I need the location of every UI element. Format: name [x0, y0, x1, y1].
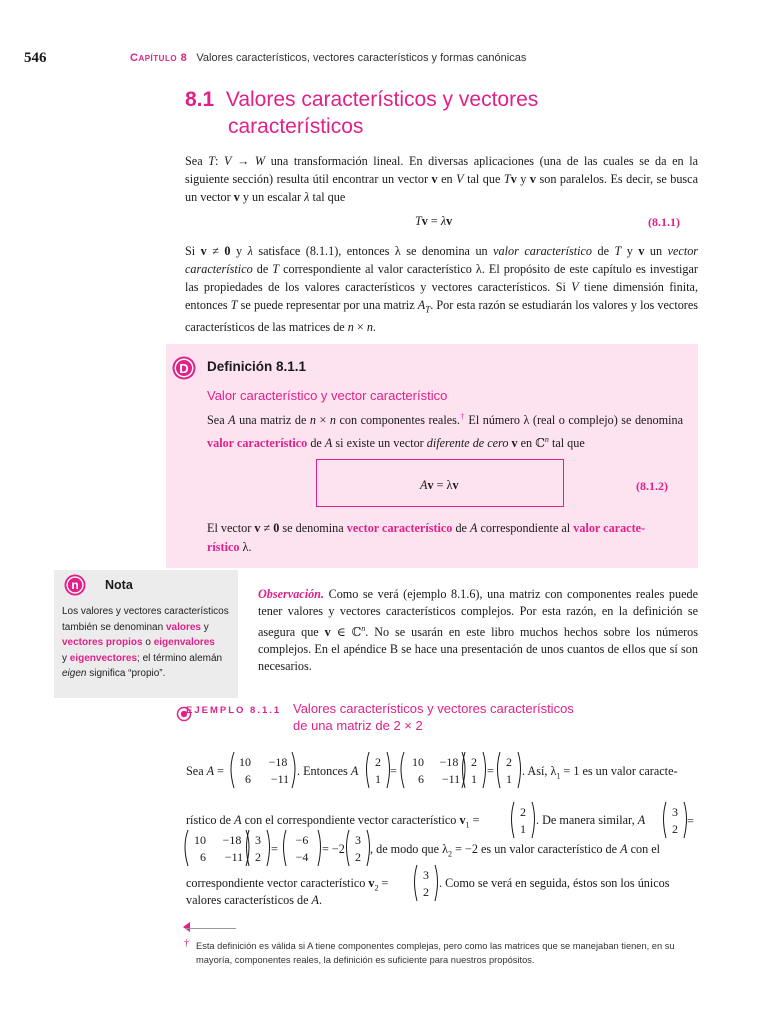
- example-line-1a: Sea A =: [186, 764, 225, 778]
- svg-text:−11: −11: [270, 772, 290, 786]
- note-term-valores: valores: [165, 621, 201, 633]
- triangle-marker-icon: [183, 922, 191, 932]
- svg-text:2: 2: [520, 805, 526, 819]
- footnote-mark: †: [184, 938, 189, 949]
- svg-text:1: 1: [471, 772, 477, 786]
- intro-text-2e: se puede representar por una matriz: [240, 298, 415, 312]
- example-line-3: , de modo que $\lambda_2 = -2$ es un valor característico de A con el: [370, 842, 661, 859]
- intro-text-2b: satisface (8.1.1), entonces λ se denomina un: [258, 244, 488, 258]
- svg-text:3: 3: [255, 833, 261, 847]
- svg-text:−18: −18: [439, 755, 459, 769]
- equation-number-8-1-2: (8.1.2): [636, 479, 668, 493]
- equation-8-1-2: Av = λv: [420, 478, 459, 492]
- svg-text:10: 10: [194, 833, 206, 847]
- intro-text-1: una transformación lineal. En diversas aplicaciones (una de las cuales se da en la siguiente sección) resulta útil encontrar un vector: [185, 154, 699, 186]
- example-line-4b: . Como se verá en seguida, éstos son los únicos: [439, 876, 670, 890]
- observation-paragraph: Observación. Como se verá (ejemplo 8.1.6), una matriz con componentes reales puede tener valores y vectores característicos complejos. Por esta razón, en la definición se asegura que v ∈ ℂ$^n$. No se usarán en este libro muchos hechos sobre los números complejos. En el apéndice B se hace una presentación de unos cuantos de ellos que sí son necesarios.: [258, 587, 698, 674]
- page-number: 546: [24, 50, 47, 66]
- intro-paragraph-1: Sea T: V → W una transformación lineal. En diversas aplicaciones (una de las cuales se da en la siguiente sección) resulta útil encontrar un vector v en V tal que Tv y v son paralelos. Es decir, se busca un vector v y un escalar λ tal que: [185, 154, 699, 204]
- definition-subtitle: Valor característico y vector característico: [207, 388, 448, 403]
- svg-text:2: 2: [255, 850, 261, 864]
- svg-text:1: 1: [520, 822, 526, 836]
- svg-text:2: 2: [471, 755, 477, 769]
- svg-text:3: 3: [423, 868, 429, 882]
- example-line-2b: . De manera similar, A: [536, 813, 646, 827]
- svg-text:−6: −6: [295, 833, 309, 847]
- note-term-eigenvalores: eigenvalores: [153, 637, 215, 648]
- note-title: Nota: [105, 578, 133, 592]
- footnote-text: Esta definición es válida si A tiene componentes complejas, pero como las matrices que se manejaban tienen, en su mayoría, componentes reales, la definición es suficiente para nuestros propósitos.: [196, 941, 675, 965]
- example-label: EJEMPLO 8.1.1: [186, 705, 282, 716]
- svg-text:3: 3: [672, 805, 678, 819]
- def-term-valor-2b: rístico: [207, 540, 240, 554]
- example-title: Valores característicos y vectores característicos de una matriz de 2 × 2: [293, 701, 574, 733]
- svg-text:=: =: [390, 764, 397, 778]
- svg-text:=: =: [271, 842, 278, 856]
- intro-text-2f: . Por esta razón se estudiarán los valores y los vectores característicos de las matrices de: [185, 298, 699, 335]
- intro-text-2d: tiene dimensión finita, entonces: [185, 280, 698, 312]
- svg-text:= −2: = −2: [322, 842, 345, 856]
- svg-text:−4: −4: [295, 850, 309, 864]
- chapter-title: Valores característicos, vectores característicos y formas canónicas: [196, 52, 527, 64]
- svg-text:−11: −11: [224, 850, 244, 864]
- note-body: Los valores y vectores característicos también se denominan valores y vectores propios o eigenvalores y eigenvectores; el término alemán eigen significa “propio”.: [62, 606, 229, 679]
- term-vector-caracteristico: vector característico: [185, 244, 699, 276]
- definition-body-2: El vector v ≠ 0 se denomina vector característico de A correspondiente al valor caracte- rístico λ.: [207, 521, 646, 554]
- svg-text:1: 1: [506, 772, 512, 786]
- example-line-5: valores característicos de A.: [186, 893, 323, 907]
- def-term-valor-2: valor caracte-: [573, 521, 646, 535]
- note-term-eigenvectores: eigenvectores: [69, 652, 138, 664]
- example-line-4a: correspondiente vector característico $v_2$ =: [186, 876, 389, 893]
- example-line-1b: . Entonces A: [297, 764, 359, 778]
- svg-text:−11: −11: [441, 772, 461, 786]
- svg-text:2: 2: [672, 822, 678, 836]
- svg-text:1: 1: [375, 772, 381, 786]
- svg-text:D: D: [179, 361, 189, 376]
- section-title-line1: Valores característicos y vectores: [225, 88, 539, 111]
- svg-text:=: =: [487, 764, 494, 778]
- equation-number-8-1-1: (8.1.1): [648, 215, 680, 229]
- svg-text:=: =: [687, 814, 694, 828]
- svg-text:10: 10: [412, 755, 424, 769]
- section-title-line2: característicos: [228, 115, 364, 138]
- section-number: 8.1: [185, 88, 215, 111]
- def-term-valor: valor característico: [207, 436, 308, 451]
- footnote-rule: [186, 928, 236, 929]
- equation-8-1-1: Tv = λv: [415, 214, 453, 228]
- observation-label: Observación.: [258, 587, 325, 601]
- svg-text:6: 6: [418, 772, 424, 786]
- note-term-vectores-propios: vectores propios: [62, 637, 143, 648]
- svg-text:2: 2: [375, 755, 381, 769]
- definition-title: Definición 8.1.1: [207, 359, 307, 374]
- svg-text:2: 2: [506, 755, 512, 769]
- svg-text:10: 10: [239, 755, 251, 769]
- chapter-label: Capítulo 8: [130, 52, 188, 64]
- svg-text:−18: −18: [222, 833, 242, 847]
- example-line-1c: . Así, $\lambda_1 = 1$ es un valor caracte-: [522, 764, 678, 781]
- svg-text:2: 2: [423, 885, 429, 899]
- intro-text-2c: correspondiente al valor característico λ. El propósito de este capítulo es investigar las propiedades de los valores característicos y vectores característicos. Si: [185, 262, 698, 294]
- definition-body: Sea A una matriz de n × n con componentes reales.† El número λ (real o complejo) se denomina valor característico de A si existe un vector diferente de cero v en ℂ$^n$ tal que: [207, 412, 684, 451]
- term-valor-caracteristico: valor característico: [493, 244, 593, 258]
- svg-text:3: 3: [355, 833, 361, 847]
- svg-text:6: 6: [245, 772, 251, 786]
- svg-text:n: n: [71, 578, 79, 592]
- svg-text:−18: −18: [268, 755, 288, 769]
- example-line-2a: rístico de A con el correspondiente vector característico $v_1$ =: [186, 813, 480, 830]
- svg-text:6: 6: [200, 850, 206, 864]
- intro-paragraph-2: Si v ≠ 0 y λ satisface (8.1.1), entonces λ se denomina un valor característico de T y v un vector característico de T correspondiente al valor característico λ. El propósito de este capítulo es investigar las propiedades de los valores característicos y vectores característicos. Si V tiene dimensión finita, entonces T se puede representar por una matriz $A_T$. Por esta razón se estudiarán los valores y los vectores característicos de las matrices de n × n.: [185, 244, 699, 335]
- def-term-vector: vector característico: [346, 521, 453, 535]
- svg-text:2: 2: [355, 850, 361, 864]
